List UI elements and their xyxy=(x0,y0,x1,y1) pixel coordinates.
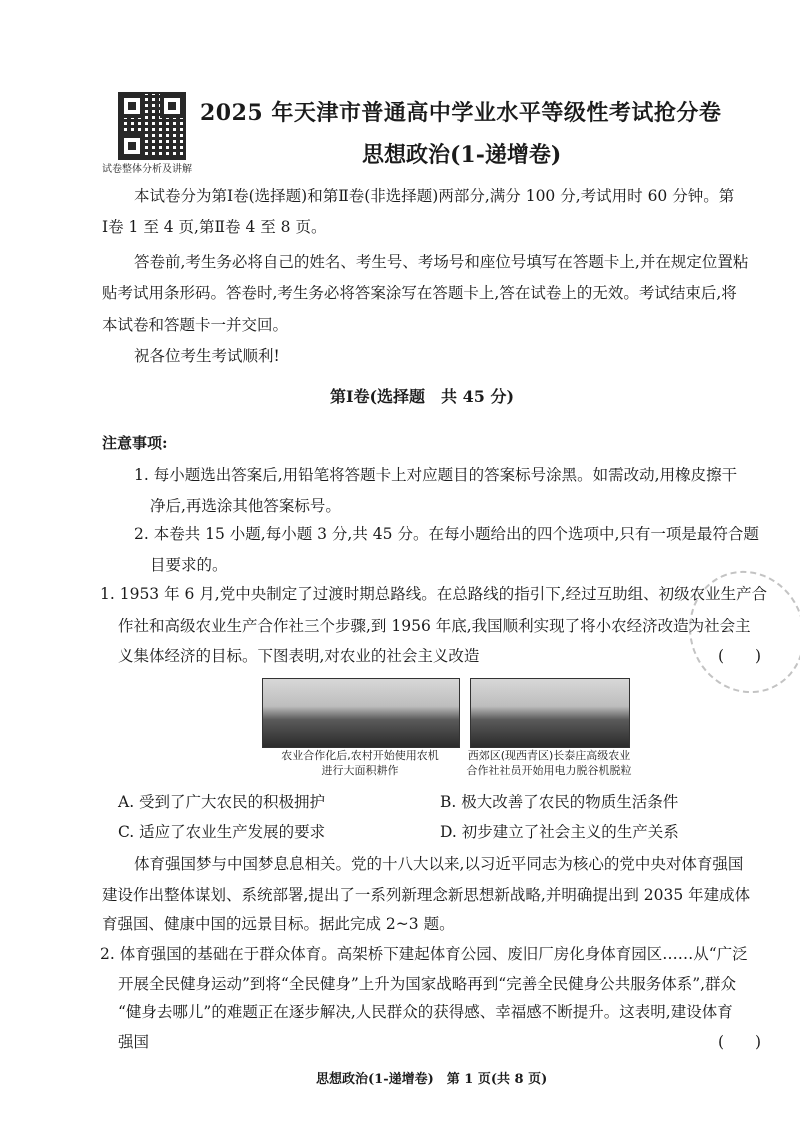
section-title: 第Ⅰ卷(选择题 共 45 分) xyxy=(330,387,515,406)
q2-line1: 2. 体育强国的基础在于群众体育。高架桥下建起体育公园、废旧厂房化身体育园区……从“广泛 xyxy=(100,945,748,963)
photo-threshing xyxy=(470,678,630,748)
q1-answer-bracket: ( ) xyxy=(718,647,762,665)
intro-p2-line2: 贴考试用条形码。答卷时,考生务必将答案涂写在答题卡上,答在试卷上的无效。考试结束后,将 xyxy=(102,284,737,302)
photo1-caption-line1: 农业合作化后,农村开始使用农机 xyxy=(281,749,439,762)
notice-2-line2: 目要求的。 xyxy=(150,556,228,574)
exam-title: 2025 年天津市普通高中学业水平等级性考试抢分卷 xyxy=(200,100,722,126)
photo1-caption xyxy=(262,748,458,778)
photo2-caption xyxy=(458,748,640,778)
notice-title: 注意事项: xyxy=(102,434,168,452)
photo2-caption-line2: 合作社社员开始用电力脱谷机脱粒 xyxy=(466,764,632,777)
intro-p3: 祝各位考生考试顺利! xyxy=(134,347,280,365)
q1-option-c: C. 适应了农业生产发展的要求 xyxy=(118,823,326,841)
q1-option-d: D. 初步建立了社会主义的生产关系 xyxy=(440,823,679,841)
notice-1-line2: 净后,再选涂其他答案标号。 xyxy=(150,497,341,515)
q1-option-b: B. 极大改善了农民的物质生活条件 xyxy=(440,793,679,811)
intro-p2-line3: 本试卷和答题卡一并交回。 xyxy=(102,316,289,334)
q1-option-a: A. 受到了广大农民的积极拥护 xyxy=(118,793,326,811)
page-footer: 思想政治(1-递增卷) 第 1 页(共 8 页) xyxy=(316,1072,548,1087)
q2-line2: 开展全民健身运动”到将“全民健身”上升为国家战略再到“完善全民健身公共服务体系”,群众 xyxy=(118,975,737,993)
photo2-caption-line1: 西郊区(现西青区)长泰庄高级农业 xyxy=(467,749,631,762)
material-line2: 建设作出整体谋划、系统部署,提出了一系列新理念新思想新战略,并明确提出到 2035 年建成体 xyxy=(102,886,751,904)
notice-1-line1: 1. 每小题选出答案后,用铅笔将答题卡上对应题目的答案标号涂黑。如需改动,用橡皮擦干 xyxy=(134,466,738,484)
exam-subtitle: 思想政治(1-递增卷) xyxy=(362,142,562,168)
q2-line4: 强国 xyxy=(118,1033,150,1051)
material-line1: 体育强国梦与中国梦息息相关。党的十八大以来,以习近平同志为核心的党中央对体育强国 xyxy=(134,855,744,873)
material-line3: 育强国、健康中国的远景目标。据此完成 2~3 题。 xyxy=(102,915,455,933)
q1-line2: 作社和高级农业生产合作社三个步骤,到 1956 年底,我国顺利实现了将小农经济改造为社会主 xyxy=(118,617,751,635)
intro-p2-line1: 答卷前,考生务必将自己的姓名、考生号、考场号和座位号填写在答题卡上,并在规定位置粘 xyxy=(134,253,749,271)
q1-line1: 1. 1953 年 6 月,党中央制定了过渡时期总路线。在总路线的指引下,经过互助组、初级农业生产合 xyxy=(100,585,768,603)
q2-line3: “健身去哪儿”的难题正在逐步解决,人民群众的获得感、幸福感不断提升。这表明,建设体育 xyxy=(118,1003,733,1021)
q1-line3: 义集体经济的目标。下图表明,对农业的社会主义改造 xyxy=(118,647,480,665)
intro-p1-line1: 本试卷分为第Ⅰ卷(选择题)和第Ⅱ卷(非选择题)两部分,满分 100 分,考试用时 60 分钟。第 xyxy=(134,187,735,205)
qr-code xyxy=(118,92,186,160)
notice-2-line1: 2. 本卷共 15 小题,每小题 3 分,共 45 分。在每小题给出的四个选项中,只有一项是最符合题 xyxy=(134,525,759,543)
qr-caption: 试卷整体分析及讲解 xyxy=(102,164,192,175)
photo-tractor xyxy=(262,678,460,748)
photo1-caption-line2: 进行大面积耕作 xyxy=(321,764,399,777)
intro-p1-line2: Ⅰ卷 1 至 4 页,第Ⅱ卷 4 至 8 页。 xyxy=(102,218,327,236)
q2-answer-bracket: ( ) xyxy=(718,1033,762,1051)
